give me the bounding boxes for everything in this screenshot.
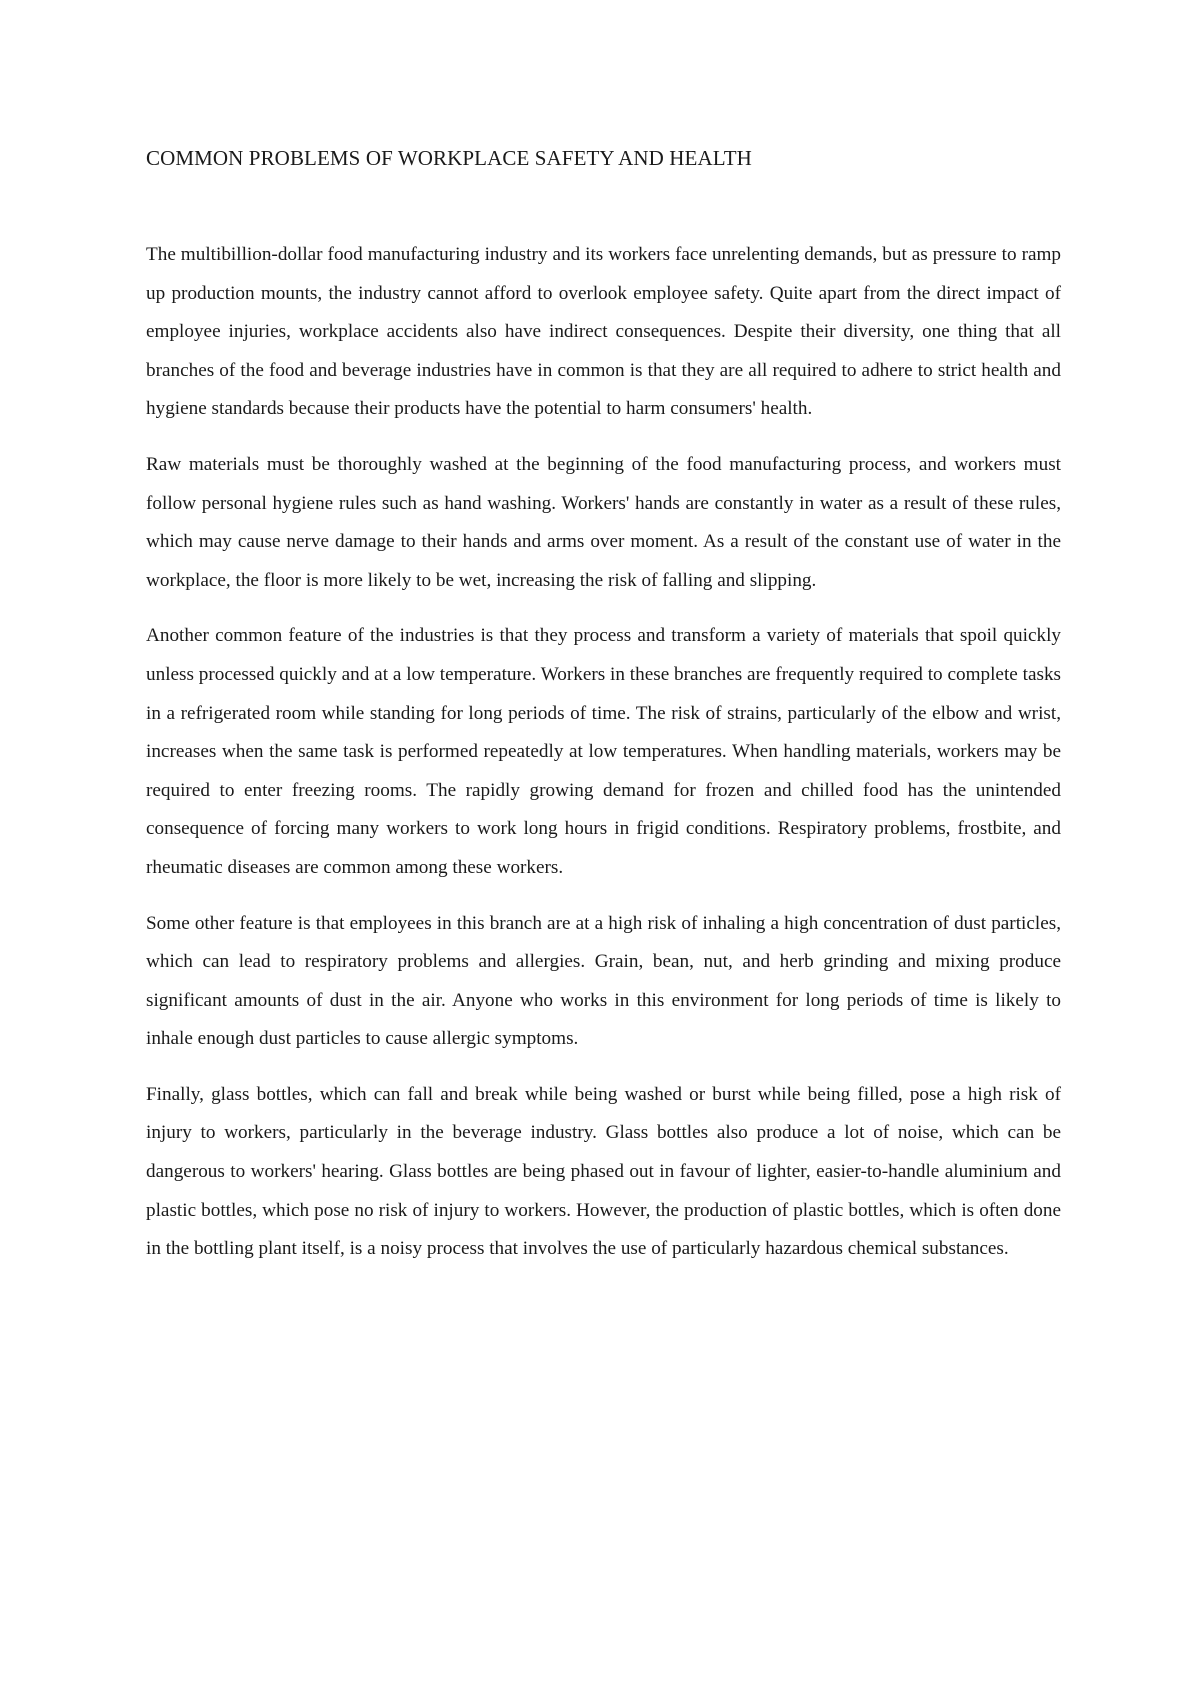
paragraph-raw-materials: Raw materials must be thoroughly washed at the beginning of the food manufacturing process, and workers must follow personal hygiene rules such as hand washing. Workers' hands are constantly in water as a result of these rules, which may cause nerve damage to their hands and arms over moment. As a result of the constant use of water in the workplace, the floor is more likely to be wet, increasing the risk of falling and slipping. [146,453,1061,591]
document-body [146,144,1061,1286]
paragraph-glass-bottles: Finally, glass bottles, which can fall and break while being washed or burst while being filled, pose a high risk of injury to workers, particularly in the beverage industry. Glass bottles also produce a lot of noise, which can be dangerous to workers' hearing. Glass bottles are being phased out in favour of lighter, easier-to-handle aluminium and plastic bottles, which pose no risk of injury to workers. However, the production of plastic bottles, which is often done in the bottling plant itself, is a noisy process that involves the use of particularly hazardous chemical substances. [146,1083,1061,1260]
document-title: COMMON PROBLEMS OF WORKPLACE SAFETY AND HEALTH [146,146,752,170]
paragraph-intro: The multibillion-dollar food manufacturing industry and its workers face unrelenting demands, but as pressure to ramp up production mounts, the industry cannot afford to overlook employee safety. Quite apart from the direct impact of employee injuries, workplace accidents also have indirect consequences. Despite their diversity, one thing that all branches of the food and beverage industries have in common is that they are all required to adhere to strict health and hygiene standards because their products have the potential to harm consumers' health. [146,244,1061,420]
paragraph-dust-particles: Some other feature is that employees in this branch are at a high risk of inhaling a high concentration of dust particles, which can lead to respiratory problems and allergies. Grain, bean, nut, and herb grinding and mixing produce significant amounts of dust in the air. Anyone who works in this environment for long periods of time is likely to inhale enough dust particles to cause allergic symptoms. [146,912,1061,1050]
paragraph-low-temperature: Another common feature of the industries is that they process and transform a variety of materials that spoil quickly unless processed quickly and at a low temperature. Workers in these branches are frequently required to complete tasks in a refrigerated room while standing for long periods of time. The risk of strains, particularly of the elbow and wrist, increases when the same task is performed repeatedly at low temperatures. When handling materials, workers may be required to enter freezing rooms. The rapidly growing demand for frozen and chilled food has the unintended consequence of forcing many workers to work long hours in frigid conditions. Respiratory problems, frostbite, and rheumatic diseases are common among these workers. [146,625,1061,878]
